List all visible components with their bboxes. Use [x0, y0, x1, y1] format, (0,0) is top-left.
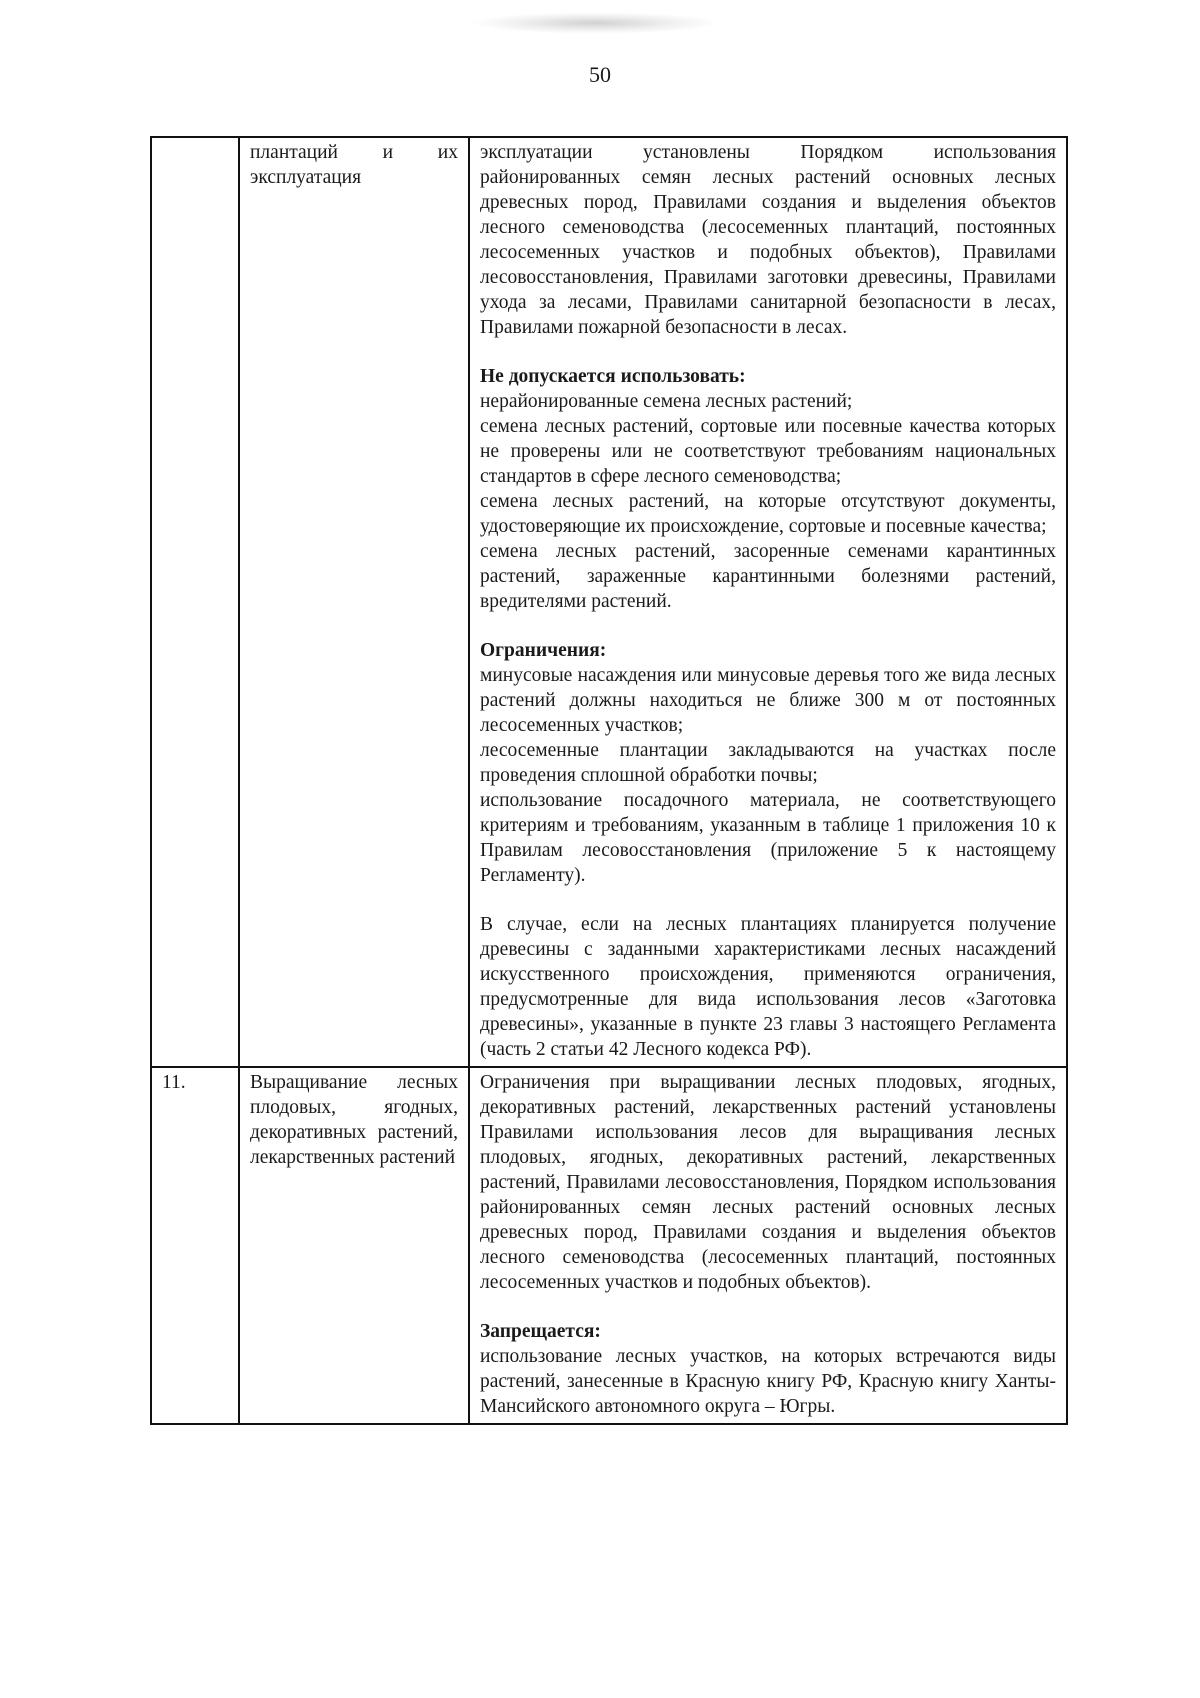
paragraph: Ограничения при выращивании лесных плодовых, ягодных, декоративных растений, лекарственных растений установлены Правилами использования лесов для выращивания лесных плодовых, ягодных, декоративных растений, лекарственных растений, Правилами лесовосстановления, Порядком использования районированных семян лесных растений основных лесных древесных пород, Правилами создания и выделения объектов лесного семеноводства (лесосеменных плантаций, постоянных лесосеменных участков и подобных объектов). — [480, 1072, 1056, 1293]
paragraph: использование посадочного материала, не соответствующего критериям и требованиям, указанным в таблице 1 приложения 10 к Правилам лесовосстановления (приложение 5 к настоящему Регламенту). — [480, 790, 1056, 886]
row-number: 11. — [151, 1067, 239, 1424]
activity-name: плантаций и их эксплуатация — [239, 137, 469, 1067]
restrictions-text — [469, 1067, 1067, 1424]
paragraph: семена лесных растений, сортовые или посевные качества которых не проверены или не соответствуют требованиям национальных стандартов в сфере лесного семеноводства; — [480, 416, 1056, 487]
restrictions-text — [469, 137, 1067, 1067]
section-heading: Ограничения: — [480, 640, 607, 661]
table-row — [151, 1067, 1067, 1424]
paragraph: семена лесных растений, на которые отсутствуют документы, удостоверяющие их происхождение, сортовые и посевные качества; — [480, 491, 1056, 537]
paragraph: использование лесных участков, на которых встречаются виды растений, занесенные в Красную книгу РФ, Красную книгу Ханты-Мансийского автономного округа – Югры. — [480, 1346, 1056, 1417]
scan-artifact — [470, 12, 720, 34]
section-heading: Не допускается использовать: — [480, 366, 746, 387]
page-number: 50 — [589, 62, 611, 87]
paragraph: нерайонированные семена лесных растений; — [480, 391, 853, 412]
paragraph: лесосеменные плантации закладываются на участках после проведения сплошной обработки почвы; — [480, 740, 1056, 786]
paragraph: эксплуатации установлены Порядком использования районированных семян лесных растений основных лесных древесных пород, Правилами создания и выделения объектов лесного семеноводства (лесосеменных плантаций, постоянных лесосеменных участков и подобных объектов), Правилами лесовосстановления, Правилами заготовки древесины, Правилами ухода за лесами, Правилами санитарной безопасности в лесах, Правилами пожарной безопасности в лесах. — [480, 142, 1056, 338]
paragraph: минусовые насаждения или минусовые деревья того же вида лесных растений должны находиться не ближе 300 м от постоянных лесосеменных участков; — [480, 665, 1056, 736]
table-row — [151, 137, 1067, 1067]
regulation-table — [150, 136, 1068, 1425]
section-heading: Запрещается: — [480, 1321, 601, 1342]
row-number — [151, 137, 239, 1067]
paragraph: семена лесных растений, засоренные семенами карантинных растений, зараженные карантинными болезнями растений, вредителями растений. — [480, 541, 1056, 612]
activity-name: Выращивание лесных плодовых, ягодных, декоративных растений, лекарственных растений — [239, 1067, 469, 1424]
paragraph: В случае, если на лесных плантациях планируется получение древесины с заданными характеристиками лесных насаждений искусственного происхождения, применяются ограничения, предусмотренные для вида использования лесов «Заготовка древесины», указанные в пункте 23 главы 3 настоящего Регламента (часть 2 статьи 42 Лесного кодекса РФ). — [480, 914, 1056, 1060]
